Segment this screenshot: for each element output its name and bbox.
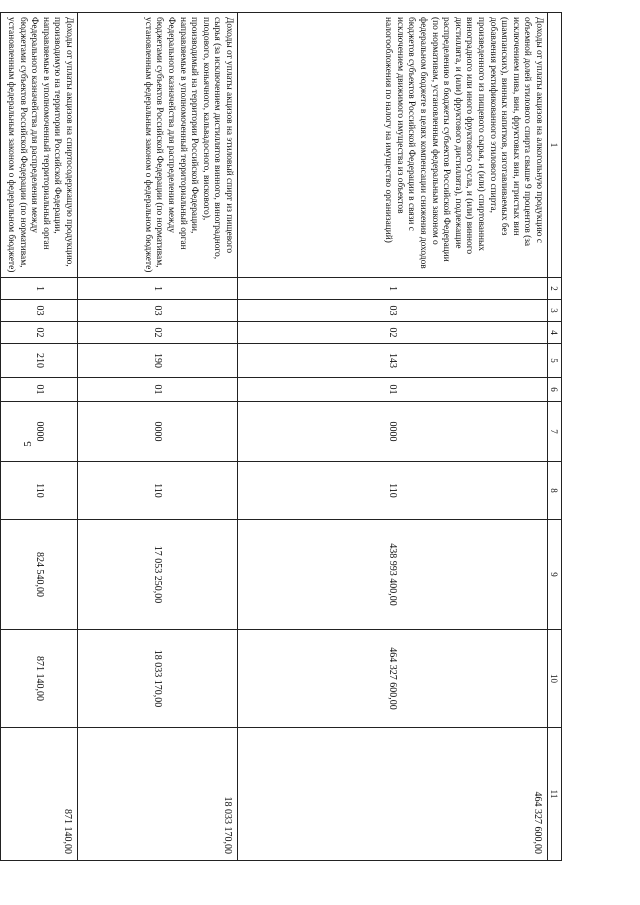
column-header: 6 — [548, 378, 562, 402]
cell-col10: 464 327 600,00 — [238, 630, 548, 728]
cell-col10: 18 033 170,00 — [78, 630, 238, 728]
row-description: Доходы от уплаты акцизов на этиловый спирт из пищевого сырья (за исключением дистиллятов винного, виноградного, плодового, коньячного, кальвадосного, вискового), производимый на территории Российской Федерации, направляемые в уполномоченный территориальный орган Федерального казначейства для распределения между бюджетами субъектов Российской Федерации (по нормативам, установленным федеральным законом о федеральном бюджете) — [78, 13, 238, 278]
rotated-table-container — [6, 12, 562, 860]
cell-col6: 01 — [1, 378, 78, 402]
column-header: 7 — [548, 402, 562, 462]
row-description: Доходы от уплаты акцизов на алкогольную продукцию с объемной долей этилового спирта свыше 9 процентов (за исключением пива, вин, фруктовых вин, игристых вин (шампанских), винных напитков, изготавливаемых без добавления ректификованного этилового спирта, произведенного из пищевого сырья, и (или) спиртованных виноградного или иного фруктового сусла, и (или) винного дистиллята, и (или) фруктового дистиллята), подлежащие распределению в бюджеты субъектов Российской Федерации (по нормативам, установленным федеральным законом о федеральном бюджете в целях компенсации снижения доходов бюджетов субъектов Российской Федерации в связи с исключением движимого имущества из объектов налогообложения по налогу на имущество организаций) — [238, 13, 548, 278]
column-header: 5 — [548, 344, 562, 378]
cell-col4: 02 — [78, 322, 238, 344]
column-header: 10 — [548, 630, 562, 728]
budget-revenue-table — [0, 12, 562, 861]
cell-col3: 03 — [238, 300, 548, 322]
header-row — [548, 13, 562, 861]
column-header: 11 — [548, 728, 562, 861]
column-header: 8 — [548, 462, 562, 520]
table-row — [78, 13, 238, 861]
cell-col4: 02 — [238, 322, 548, 344]
cell-col6: 01 — [78, 378, 238, 402]
cell-col8: 110 — [238, 462, 548, 520]
cell-col6: 01 — [238, 378, 548, 402]
column-header: 3 — [548, 300, 562, 322]
table-row — [1, 13, 78, 861]
cell-col2: 1 — [1, 278, 78, 300]
column-header: 2 — [548, 278, 562, 300]
cell-col7: 0000 — [1, 402, 78, 462]
cell-col3: 03 — [78, 300, 238, 322]
cell-col3: 03 — [1, 300, 78, 322]
cell-col7: 0000 — [238, 402, 548, 462]
cell-col4: 02 — [1, 322, 78, 344]
cell-col11: 464 327 600,00 — [238, 728, 548, 861]
cell-col9: 17 053 250,00 — [78, 520, 238, 630]
column-header: 4 — [548, 322, 562, 344]
column-header: 9 — [548, 520, 562, 630]
page-number: 5 — [22, 441, 34, 447]
cell-col10: 871 140,00 — [1, 630, 78, 728]
cell-col8: 110 — [1, 462, 78, 520]
cell-col5: 190 — [78, 344, 238, 378]
cell-col11: 18 033 170,00 — [78, 728, 238, 861]
cell-col11: 871 140,00 — [1, 728, 78, 861]
cell-col7: 0000 — [78, 402, 238, 462]
column-header: 1 — [548, 13, 562, 278]
row-description: Доходы от уплаты акцизов на спиртосодержащую продукцию, производимую на территории Российской Федерации, направляемые в уполномоченный территориальный орган Федерального казначейства для распределения между бюджетами субъектов Российской Федерации (по нормативам, установленным федеральным законом о федеральном бюджете) — [1, 13, 78, 278]
cell-col5: 210 — [1, 344, 78, 378]
table-row — [238, 13, 548, 861]
cell-col2: 1 — [238, 278, 548, 300]
cell-col8: 110 — [78, 462, 238, 520]
cell-col9: 438 993 400,00 — [238, 520, 548, 630]
cell-col5: 143 — [238, 344, 548, 378]
cell-col2: 1 — [78, 278, 238, 300]
cell-col9: 824 540,00 — [1, 520, 78, 630]
